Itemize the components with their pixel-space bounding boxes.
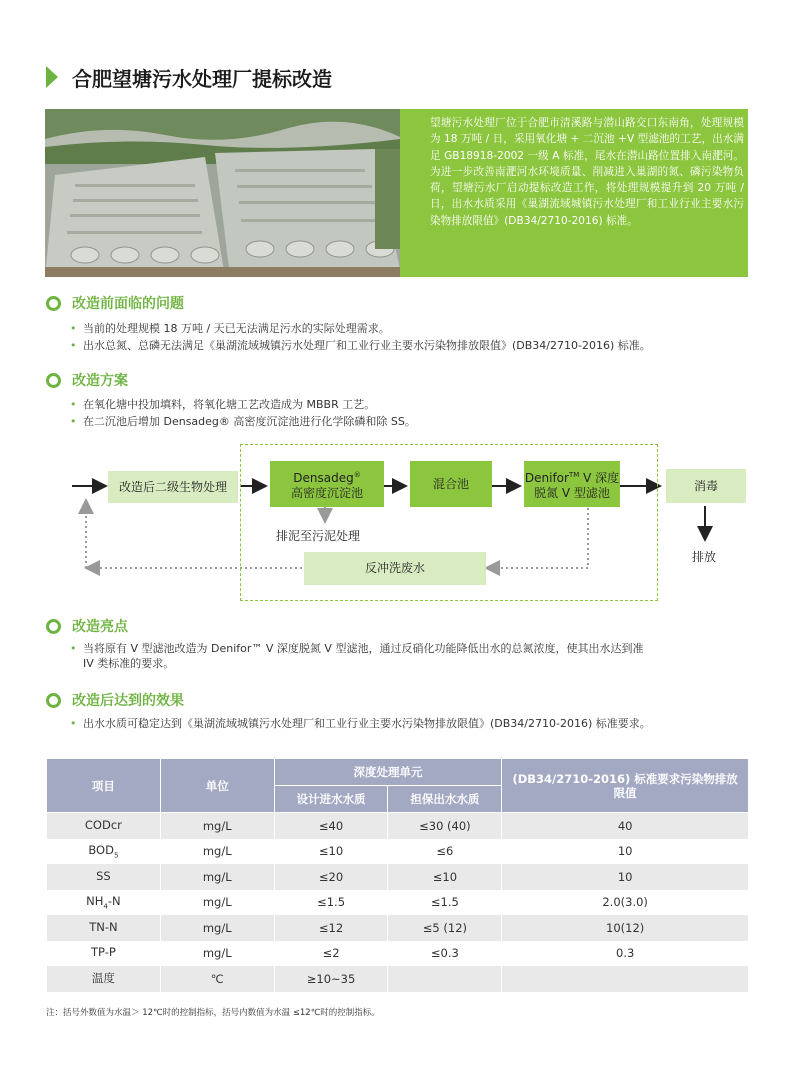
cell-limit: 10(12) [502,915,749,941]
cell-outlet: ≤1.5 [388,890,502,916]
flow-box-denifor-filter: Denifor™ V 深度 脱氮 V 型滤池 [524,461,620,507]
circle-bullet-icon [46,373,61,388]
circle-bullet-icon [46,619,61,634]
cell-outlet [388,966,502,992]
section-title: 改造亮点 [72,619,128,635]
bullet-dot-icon: • [70,339,77,352]
bullet-dot-icon: • [70,322,77,335]
section-title: 改造方案 [72,373,128,389]
flow-label-discharge: 排放 [692,550,717,564]
table-footnote: 注：括号外数值为水温＞ 12℃时的控制指标，括号内数值为水温 ≤12℃时的控制指标。 [46,1008,380,1018]
cell-limit: 10 [502,839,749,865]
cell-limit [502,966,749,992]
section-title: 改造后达到的效果 [72,693,184,709]
cell-item: SS [47,864,161,890]
cell-limit: 2.0(3.0) [502,890,749,916]
cell-unit: mg/L [160,890,274,916]
cell-unit: mg/L [160,864,274,890]
cell-unit: mg/L [160,839,274,865]
flow-box-secondary-treatment: 改造后二级生物处理 [108,471,238,503]
cell-outlet: ≤30 (40) [388,813,502,839]
water-quality-table [46,758,749,992]
cell-inlet: ≤40 [274,813,388,839]
table-row [47,864,749,890]
table-row [47,966,749,992]
hero [45,109,748,277]
cell-inlet: ≤20 [274,864,388,890]
bullet-dot-icon: • [70,398,77,411]
cell-outlet: ≤5 (12) [388,915,502,941]
cell-limit: 10 [502,864,749,890]
cell-unit: mg/L [160,941,274,967]
table-row [47,813,749,839]
section-title: 改造前面临的问题 [72,296,184,312]
flow-box-disinfection: 消毒 [666,469,746,503]
process-flow-diagram [68,440,748,610]
cell-inlet: ≤12 [274,915,388,941]
circle-bullet-icon [46,693,61,708]
circle-bullet-icon [46,296,61,311]
th-group: 深度处理单元 [274,759,502,786]
cell-item: $BOD_5$ [47,839,161,865]
cell-outlet: ≤6 [388,839,502,865]
th-limit: (DB34/2710-2016) 标准要求污染物排放限值 [502,759,749,813]
table-row [47,839,749,865]
cell-item: CODcr [47,813,161,839]
cell-unit: mg/L [160,813,274,839]
plant-aerial-photo [45,109,400,277]
bullet-dot-icon: • [70,415,77,428]
cell-limit: 0.3 [502,941,749,967]
cell-inlet: ≤2 [274,941,388,967]
flow-box-backwash: 反冲洗废水 [304,552,486,585]
th-outlet: 担保出水水质 [388,786,502,813]
th-item: 项目 [47,759,161,813]
th-inlet: 设计进水水质 [274,786,388,813]
bullet-dot-icon: • [70,717,77,730]
bullet-dot-icon: • [70,642,77,655]
cell-inlet: ≤10 [274,839,388,865]
cell-inlet: ≥10~35 [274,966,388,992]
cell-item: 温度 [47,966,161,992]
table-row [47,941,749,967]
cell-item: $NH_4-N$ [47,890,161,916]
intro-text: 望塘污水处理厂位于合肥市清溪路与潜山路交口东南角，处理规模为 18 万吨 / 日，采用氧化塘 + 二沉池 +V 型滤池的工艺，出水满足 GB18918-2002 一级 A 标准，尾水在潜山路位置排入南淝河。为进一步改善南淝河水环境质量、削减进入巢湖的氮、磷污染物负荷，望塘污水厂启动提标改造工作，将处理规模提升到 20 万吨 / 日，出水水质采用《巢湖流域城镇污水处理厂和工业行业主要水污染物排放限值》(DB34/2710-2016) 标准。 [430,117,744,227]
table-row [47,890,749,916]
flow-label-sludge: 排泥至污泥处理 [276,529,361,543]
cell-unit: mg/L [160,915,274,941]
cell-outlet: ≤10 [388,864,502,890]
page-title: 合肥望塘污水处理厂提标改造 [72,67,332,91]
cell-outlet: ≤0.3 [388,941,502,967]
cell-limit: 40 [502,813,749,839]
title-arrow-icon [46,66,58,88]
intro-box [400,109,748,277]
th-unit: 单位 [160,759,274,813]
cell-inlet: ≤1.5 [274,890,388,916]
cell-unit: ℃ [160,966,274,992]
cell-item: TP-P [47,941,161,967]
cell-item: TN-N [47,915,161,941]
flow-box-mixing-tank: 混合池 [410,461,492,507]
flow-box-densadeg: Densadeg® 高密度沉淀池 [270,461,384,507]
table-row [47,915,749,941]
